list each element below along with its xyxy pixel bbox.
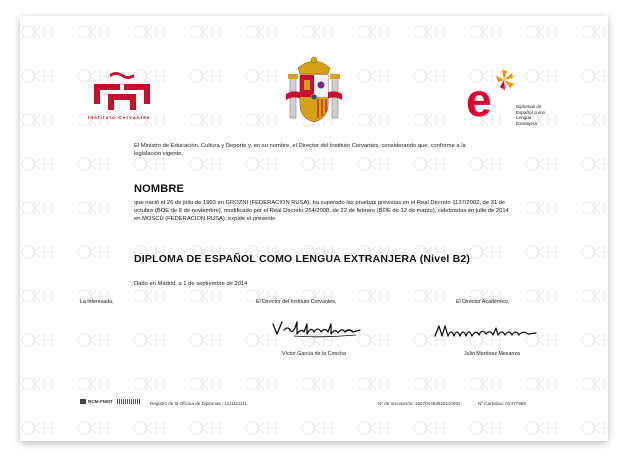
academic-director-name: Julio Martínez Mesanza xyxy=(464,351,520,357)
mint-icon xyxy=(80,399,86,404)
director-signature-icon xyxy=(270,318,366,340)
ele-label-line: Extranjera xyxy=(516,120,537,126)
academic-director-signature-icon xyxy=(432,320,542,340)
instituto-cervantes-label: Instituto Cervantes xyxy=(88,116,151,121)
instituto-cervantes-logo xyxy=(90,70,154,114)
mint-label: RCM-FNMT xyxy=(88,399,113,404)
spain-coat-of-arms-icon xyxy=(284,54,344,130)
recipient-name: NOMBRE xyxy=(134,183,185,195)
ele-label xyxy=(516,104,586,126)
ele-label-line: Diplomas de xyxy=(516,104,542,109)
ele-logo-icon xyxy=(466,68,516,120)
registro-text: Registro de la Oficina de Diplomas : 1111111111 xyxy=(150,401,248,406)
ele-logo-letter: e xyxy=(466,74,492,120)
ele-label-line: Español como xyxy=(516,109,546,115)
body-text: que nació el 26 de julio de 1993 en GROZNI (FEDERACION RUSA), ha superado las pruebas previstas en el Real Decreto 1137/2002, de 31 de octubre (BOE de 8 de noviembre), modificado por el Real Decreto 264/2008, de 22 de febrero (BOE de 12 de marzo), celebradas en julio de 2014 en MOSCÚ (FEDERACION RUSA), expide el presente xyxy=(134,200,509,222)
diploma-sheet xyxy=(20,16,608,441)
director-name: Víctor García de la Concha xyxy=(282,351,346,357)
ele-label-line: Lengua xyxy=(516,115,532,121)
mint-mark xyxy=(80,399,141,404)
diploma-title: DIPLOMA DE ESPAÑOL COMO LENGUA EXTRANJERA (Nivel B2) xyxy=(134,253,471,265)
signature-label-interesada: La interesada, xyxy=(80,299,114,305)
date-line: Dado en Madrid, a 1 de septiembre de 2014 xyxy=(134,281,248,287)
signature-label-director: El Director del Instituto Cervantes, xyxy=(256,299,337,305)
barcode-icon xyxy=(117,399,141,404)
intro-text: El Ministro de Educación, Cultura y Deporte y, en su nombre, el Director del Instituto Cervantes, considerando que, conforme a la legislación vigente, xyxy=(134,143,466,157)
signature-label-academico: El Director Académico, xyxy=(456,299,510,305)
cartulina-text: Nº Cartulina: A2477969 xyxy=(478,401,526,406)
inscripcion-text: Nº de inscripción: 160704463820110002 xyxy=(378,401,461,406)
